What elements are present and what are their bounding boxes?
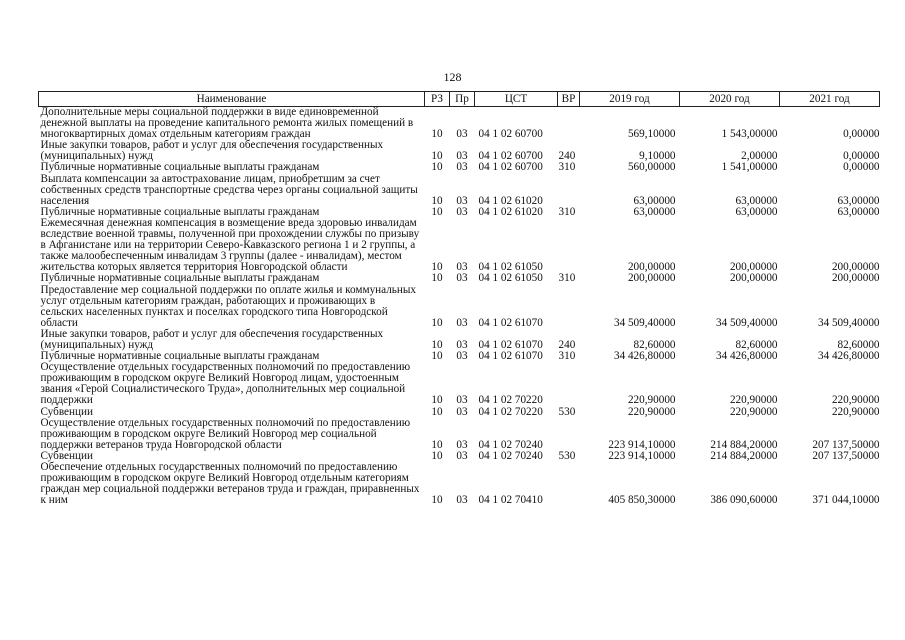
cell-vr: 310 bbox=[558, 161, 576, 174]
cell-pr: 03 bbox=[456, 261, 468, 274]
cell-2021: 200,00000 bbox=[831, 261, 880, 274]
header-2020: 2020 год bbox=[680, 92, 780, 107]
header-rz: РЗ bbox=[425, 92, 450, 107]
cell-name: Иные закупки товаров, работ и услуг для обеспечения государственных (муниципальных) нужд bbox=[40, 327, 384, 351]
cell-cst: 04 1 02 70240 bbox=[478, 449, 543, 462]
cell-cst: 04 1 02 61050 bbox=[478, 272, 543, 285]
cell-pr: 03 bbox=[456, 194, 468, 207]
cell-2021: 34 426,80000 bbox=[817, 350, 880, 363]
cell-rz: 10 bbox=[431, 405, 443, 418]
cell-cst: 04 1 02 61020 bbox=[478, 194, 543, 207]
cell-vr: 530 bbox=[558, 449, 576, 462]
cell-rz: 10 bbox=[431, 205, 443, 218]
cell-rz: 10 bbox=[431, 161, 443, 174]
cell-2020: 63,00000 bbox=[735, 205, 778, 218]
cell-2020: 82,60000 bbox=[735, 338, 778, 351]
cell-pr: 03 bbox=[456, 394, 468, 407]
table-row bbox=[39, 273, 880, 284]
cell-cst: 04 1 02 61050 bbox=[478, 261, 543, 274]
cell-2019: 200,00000 bbox=[627, 261, 676, 274]
cell-2021: 0,00000 bbox=[843, 161, 880, 174]
table-row bbox=[39, 418, 880, 451]
cell-rz: 10 bbox=[431, 272, 443, 285]
table-row bbox=[39, 285, 880, 329]
cell-name: Обеспечение отдельных государственных полномочий по предоставлению проживающим в городском округе Великий Новгород отдельным категориям граждан мер социальной поддержки ветеранов труда и граждан, приравненных к ним bbox=[40, 461, 420, 507]
cell-rz: 10 bbox=[431, 350, 443, 363]
cell-2021: 207 137,50000 bbox=[812, 449, 880, 462]
table-row bbox=[39, 140, 880, 162]
cell-2020: 386 090,60000 bbox=[710, 494, 778, 507]
cell-rz: 10 bbox=[431, 316, 443, 329]
table-body bbox=[39, 107, 880, 507]
cell-2020: 1 541,00000 bbox=[721, 161, 778, 174]
cell-vr bbox=[558, 174, 580, 207]
cell-name: Осуществление отдельных государственных полномочий по предоставлению проживающим в городском округе Великий Новгород мер социальной поддержки ветеранов труда Новгородской области bbox=[40, 416, 411, 451]
cell-2020: 1 543,00000 bbox=[721, 128, 778, 141]
cell-rz: 10 bbox=[431, 449, 443, 462]
cell-vr bbox=[558, 462, 580, 506]
cell-2019: 569,10000 bbox=[627, 128, 676, 141]
cell-2019: 34 509,40000 bbox=[613, 316, 676, 329]
cell-vr: 240 bbox=[558, 150, 576, 163]
cell-2021: 0,00000 bbox=[843, 150, 880, 163]
cell-pr: 03 bbox=[456, 438, 468, 451]
cell-cst: 04 1 02 60700 bbox=[478, 128, 543, 141]
table-row bbox=[39, 407, 880, 418]
table-header bbox=[39, 92, 880, 107]
cell-pr: 03 bbox=[456, 128, 468, 141]
cell-2020: 200,00000 bbox=[729, 272, 778, 285]
cell-vr bbox=[558, 218, 580, 273]
cell-2019: 405 850,30000 bbox=[608, 494, 676, 507]
cell-rz: 10 bbox=[431, 338, 443, 351]
cell-name: Публичные нормативные социальные выплаты гражданам bbox=[40, 272, 320, 285]
cell-2021: 63,00000 bbox=[837, 205, 880, 218]
cell-pr: 03 bbox=[456, 449, 468, 462]
cell-name: Дополнительные меры социальной поддержки в виде единовременной денежной выплаты на проведение капитального ремонта жилых помещений в многоквартирных домах отдельным категориям граждан bbox=[40, 106, 414, 141]
cell-2020: 34 426,80000 bbox=[715, 350, 778, 363]
table-row bbox=[39, 174, 880, 207]
cell-cst: 04 1 02 61070 bbox=[478, 338, 543, 351]
cell-2021: 200,00000 bbox=[831, 272, 880, 285]
cell-2020: 63,00000 bbox=[735, 194, 778, 207]
header-pr: Пр bbox=[450, 92, 475, 107]
cell-cst: 04 1 02 61020 bbox=[478, 205, 543, 218]
cell-2020: 214 884,20000 bbox=[710, 438, 778, 451]
cell-rz: 10 bbox=[431, 194, 443, 207]
table-row bbox=[39, 362, 880, 406]
cell-vr bbox=[558, 362, 580, 406]
cell-2019: 63,00000 bbox=[633, 194, 676, 207]
budget-table bbox=[38, 91, 880, 506]
cell-2019: 223 914,10000 bbox=[608, 438, 676, 451]
cell-cst: 04 1 02 70220 bbox=[478, 394, 543, 407]
cell-2021: 207 137,50000 bbox=[812, 438, 880, 451]
cell-2019: 34 426,80000 bbox=[613, 350, 676, 363]
table-row bbox=[39, 462, 880, 506]
cell-2019: 200,00000 bbox=[627, 272, 676, 285]
cell-name: Публичные нормативные социальные выплаты гражданам bbox=[40, 161, 320, 174]
cell-vr: 240 bbox=[558, 338, 576, 351]
header-2019: 2019 год bbox=[580, 92, 680, 107]
cell-pr: 03 bbox=[456, 272, 468, 285]
cell-cst: 04 1 02 60700 bbox=[478, 161, 543, 174]
cell-2021: 220,90000 bbox=[831, 394, 880, 407]
table-row bbox=[39, 218, 880, 273]
cell-rz: 10 bbox=[431, 150, 443, 163]
cell-pr: 03 bbox=[456, 338, 468, 351]
cell-2019: 220,90000 bbox=[627, 394, 676, 407]
cell-rz: 10 bbox=[431, 494, 443, 507]
cell-2020: 220,90000 bbox=[729, 405, 778, 418]
header-2021: 2021 год bbox=[780, 92, 880, 107]
header-row bbox=[39, 92, 880, 107]
cell-2021: 220,90000 bbox=[831, 405, 880, 418]
cell-2021: 63,00000 bbox=[837, 194, 880, 207]
cell-2019: 223 914,10000 bbox=[608, 449, 676, 462]
cell-pr: 03 bbox=[456, 316, 468, 329]
cell-rz: 10 bbox=[431, 394, 443, 407]
cell-cst: 04 1 02 70240 bbox=[478, 438, 543, 451]
cell-name: Предоставление мер социальной поддержки по оплате жилья и коммунальных услуг отдельным категориям граждан, работающих и проживающих в сельских населенных пунктах и поселках городского типа Новгородской области bbox=[40, 283, 416, 329]
page-number: 128 bbox=[443, 70, 462, 84]
cell-rz: 10 bbox=[431, 261, 443, 274]
cell-vr bbox=[558, 285, 580, 329]
cell-2021: 0,00000 bbox=[843, 128, 880, 141]
cell-pr: 03 bbox=[456, 150, 468, 163]
cell-vr: 310 bbox=[558, 272, 576, 285]
cell-2019: 560,00000 bbox=[627, 161, 676, 174]
cell-rz: 10 bbox=[431, 438, 443, 451]
cell-name: Иные закупки товаров, работ и услуг для обеспечения государственных (муниципальных) нужд bbox=[40, 139, 384, 163]
cell-vr: 310 bbox=[558, 350, 576, 363]
cell-pr: 03 bbox=[456, 494, 468, 507]
cell-2019: 9,10000 bbox=[639, 150, 676, 163]
cell-2021: 371 044,10000 bbox=[812, 494, 880, 507]
cell-pr: 03 bbox=[456, 205, 468, 218]
cell-cst: 04 1 02 70220 bbox=[478, 405, 543, 418]
cell-pr: 03 bbox=[456, 161, 468, 174]
cell-cst: 04 1 02 61070 bbox=[478, 316, 543, 329]
cell-cst: 04 1 02 60700 bbox=[478, 150, 543, 163]
table-row bbox=[39, 107, 880, 141]
cell-cst: 04 1 02 61070 bbox=[478, 350, 543, 363]
cell-name: Выплата компенсации за автострахование лицам, приобретшим за счет собственных средств транспортные средства через органы социальной защиты населения bbox=[40, 172, 418, 207]
cell-pr: 03 bbox=[456, 405, 468, 418]
header-name: Наименование bbox=[39, 92, 425, 107]
cell-2019: 63,00000 bbox=[633, 205, 676, 218]
cell-name: Публичные нормативные социальные выплаты гражданам bbox=[40, 205, 320, 218]
cell-2020: 2,00000 bbox=[741, 150, 778, 163]
header-cst: ЦСТ bbox=[475, 92, 558, 107]
cell-2021: 82,60000 bbox=[837, 338, 880, 351]
cell-pr: 03 bbox=[456, 350, 468, 363]
cell-2021: 34 509,40000 bbox=[817, 316, 880, 329]
cell-name: Ежемесячная денежная компенсация в возмещение вреда здоровью инвалидам вследствие военной травмы, полученной при прохождении службы по призыву в Афганистане или на территории Северо-Кавказского региона 1 и 2 группы, а также малообеспеченным инвалидам 3 группы (далее - инвалидам), местом жительства которых является территория Новгородской области bbox=[40, 216, 420, 274]
cell-rz: 10 bbox=[431, 128, 443, 141]
cell-name: Публичные нормативные социальные выплаты гражданам bbox=[40, 350, 320, 363]
cell-name: Субвенции bbox=[40, 449, 93, 462]
cell-2020: 34 509,40000 bbox=[715, 316, 778, 329]
cell-2020: 214 884,20000 bbox=[710, 449, 778, 462]
cell-2019: 220,90000 bbox=[627, 405, 676, 418]
cell-2019: 82,60000 bbox=[633, 338, 676, 351]
cell-name: Субвенции bbox=[40, 405, 93, 418]
table-row bbox=[39, 329, 880, 351]
table-row bbox=[39, 162, 880, 173]
cell-vr bbox=[558, 418, 580, 451]
cell-2020: 220,90000 bbox=[729, 394, 778, 407]
cell-vr: 530 bbox=[558, 405, 576, 418]
cell-cst: 04 1 02 70410 bbox=[478, 494, 543, 507]
header-vr: ВР bbox=[558, 92, 580, 107]
cell-vr: 310 bbox=[558, 205, 576, 218]
cell-2020: 200,00000 bbox=[729, 261, 778, 274]
cell-name: Осуществление отдельных государственных полномочий по предоставлению проживающим в городском округе Великий Новгород лицам, удостоенным звания «Герой Социалистического Труда», дополнительных мер социальной поддержки bbox=[40, 361, 411, 407]
cell-vr bbox=[558, 107, 580, 141]
